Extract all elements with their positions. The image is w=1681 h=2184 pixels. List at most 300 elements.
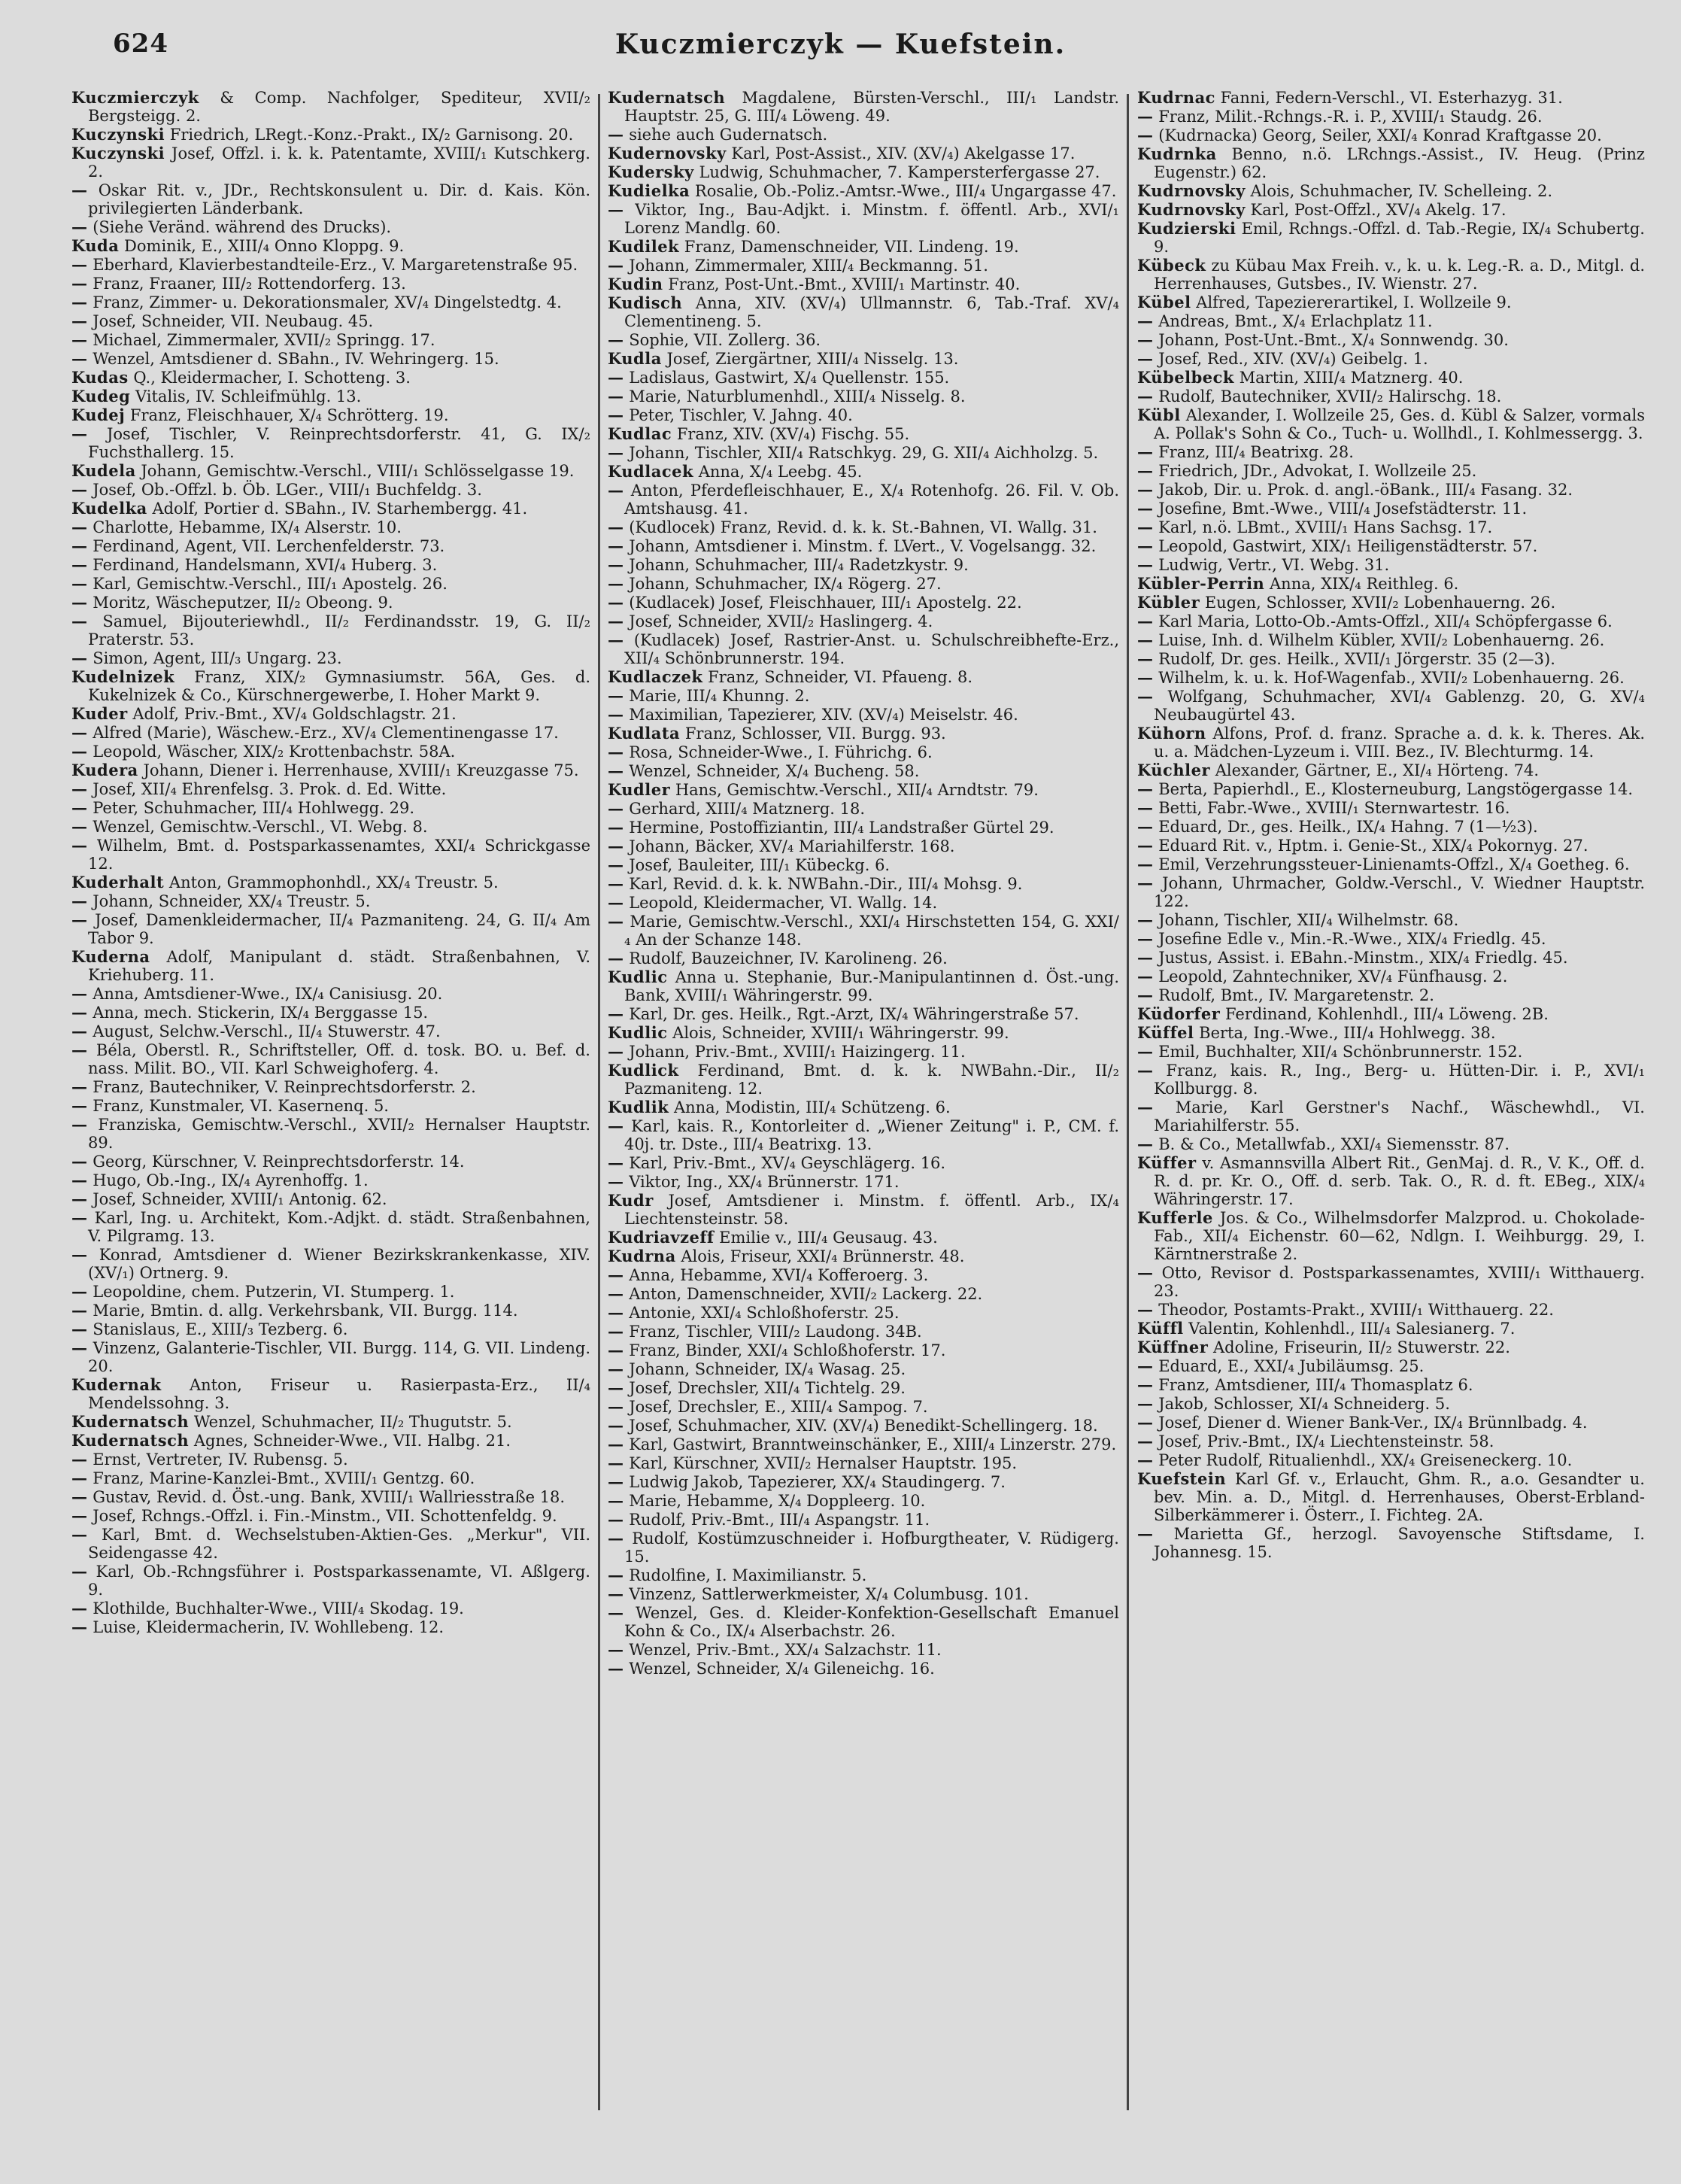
entry-details: Eberhard, Klavierbestandteile-Erz., V. Margaretenstraße 95. [93,256,578,274]
directory-entry [71,724,590,742]
entry-surname: — [608,874,624,893]
directory-entry [1137,874,1645,910]
entry-details: Peter, Schuhmacher, III/₄ Hohlwegg. 29. [93,799,414,817]
directory-entry [1137,967,1645,986]
directory-entry [71,818,590,836]
entry-details: Emil, Verzehrungssteuer-Linienamts-Offzl., X/₄ Goetheg. 6. [1158,855,1630,873]
directory-entry [71,387,590,406]
directory-entry [608,1454,1119,1472]
entry-details: Franz, Amtsdiener, III/₄ Thomasplatz 6. [1158,1376,1473,1394]
entry-surname: — [71,424,88,443]
entry-surname: — [1137,1061,1154,1080]
entry-details: Josef, Schneider, XVIII/₁ Antonig. 62. [93,1190,387,1208]
directory-entry [608,1062,1119,1098]
entry-surname: — [71,1171,88,1189]
entry-details: Rudolf, Bauzeichner, IV. Karolineng. 26. [629,949,948,967]
directory-entry [1137,761,1645,779]
directory-entry [71,1376,590,1412]
entry-surname: — [608,1284,624,1303]
directory-entry [608,331,1119,349]
entry-surname: — [1137,555,1154,574]
directory-entry [71,1526,590,1562]
entry-surname: — [1137,687,1154,706]
directory-entry [71,1283,590,1301]
directory-entry [1137,1451,1645,1469]
entry-surname: — [608,1378,624,1397]
entry-surname: — [1137,1524,1154,1543]
entry-details: Marie, Hebamme, X/₄ Doppleerg. 10. [629,1492,926,1510]
entry-surname: — [71,1282,88,1301]
directory-entry [608,1285,1119,1303]
directory-entry [608,481,1119,518]
entry-surname: — [71,1189,88,1208]
directory-entry [71,1078,590,1096]
entry-surname: Kudisch [608,293,683,312]
directory-entry [71,1209,590,1245]
directory-entry [71,743,590,761]
entry-details: Emilie v., III/₄ Geusaug. 43. [719,1229,938,1247]
directory-entry [608,182,1119,200]
directory-entry [71,1302,590,1320]
entry-surname: — [1137,1263,1154,1282]
entry-details: Alois, Schneider, XVIII/₁ Währingerstr. 99. [672,1024,1009,1042]
entry-surname: Kudilek [608,237,680,256]
entry-details: Franz, kais. R., Ing., Berg- u. Hütten-Dir. i. P., XVI/₁ Kollburgg. 8. [1154,1062,1645,1098]
directory-entry [608,837,1119,855]
entry-surname: — [1137,630,1154,649]
directory-entry [608,762,1119,780]
directory-entry [1137,108,1645,126]
directory-entry [608,894,1119,912]
entry-details: Anna, Amtsdiener-Wwe., IX/₄ Canisiusg. 20. [93,985,443,1003]
directory-entry [608,1173,1119,1191]
entry-surname: — [71,593,88,612]
entry-details: Fanni, Federn-Verschl., VI. Esterhazyg. 31. [1220,89,1563,107]
entry-details: Johann, Zimmermaler, XIII/₄ Beckmanng. 51. [629,257,988,275]
directory-entry [71,1450,590,1469]
entry-details: Karl, Revid. d. k. k. NWBahn.-Dir., III/₄ Mohsg. 9. [629,875,1023,893]
directory-entry [608,1024,1119,1042]
entry-surname: — [71,649,88,667]
entry-details: Anna, Modistin, III/₄ Schützeng. 6. [673,1098,951,1116]
entry-details: Josef, Ziergärtner, XIII/₄ Nisselg. 13. [666,350,959,368]
entry-details: Dominik, E., XIII/₄ Onno Kloppg. 9. [124,237,405,255]
entry-details: Valentin, Kohlenhdl., III/₄ Salesianerg. 7. [1188,1320,1516,1338]
directory-entry [608,1379,1119,1397]
entry-details: Wenzel, Priv.-Bmt., XX/₄ Salzachstr. 11. [629,1641,942,1659]
entry-details: & Comp. Nachfolger, Spediteur, XVII/₂ Bergsteigg. 2. [88,89,590,125]
entry-details: Otto, Revisor d. Postsparkassenamtes, XVIII/₁ Witthauerg. 23. [1154,1264,1645,1300]
entry-surname: — [1137,836,1154,855]
entry-surname: — [71,1617,88,1636]
directory-entry [1137,406,1645,442]
entry-details: Franz, III/₄ Beatrixg. 28. [1158,443,1354,461]
entry-surname: — [71,1115,88,1134]
directory-entry [1137,1005,1645,1023]
entry-surname: — [608,1303,624,1322]
entry-surname: Kübler [1137,593,1200,612]
directory-entry [71,594,590,612]
entry-surname: Kudeg [71,387,131,406]
entry-surname: — [608,818,624,837]
entry-surname: Kudera [71,761,138,779]
entry-surname: Kudrnovsky [1137,181,1246,200]
entry-surname: — [608,256,624,275]
entry-details: Alfred, Tapeziererartikel, I. Wollzeile 9. [1196,293,1512,311]
column-divider [1127,94,1129,2110]
entry-details: Anna, X/₄ Leebg. 45. [698,463,863,481]
directory-entry [608,668,1119,686]
entry-surname: Kübler-Perrin [1137,574,1265,593]
entry-surname: — [1137,668,1154,687]
directory-entry [608,819,1119,837]
directory-entry [71,948,590,984]
column-divider [598,94,600,2110]
entry-details: B. & Co., Metallwfab., XXI/₄ Siemensstr. 87. [1158,1135,1510,1153]
directory-entry [608,1511,1119,1529]
column-3 [1137,89,1645,2143]
entry-details: Alexander, Gärtner, E., XI/₄ Hörteng. 74. [1215,761,1540,779]
directory-entry [71,1041,590,1077]
entry-surname: — [608,1265,624,1284]
entry-surname: — [71,330,88,349]
entry-details: v. Asmannsvilla Albert Rit., GenMaj. d. R., V. K., Off. d. R. d. pr. Kr. O., Off. d. serb. Tak. O., R. d. ft. EBeg., XIX/₄ Währingerstr. 17. [1154,1154,1645,1208]
directory-entry [608,687,1119,705]
entry-surname: — [71,1487,88,1506]
entry-surname: — [1137,1356,1154,1375]
entry-surname: — [1137,948,1154,967]
directory-entry [608,406,1119,424]
entry-details: Betti, Fabr.-Wwe., XVIII/₁ Sternwartestr. 16. [1158,799,1510,817]
entry-details: Gustav, Revid. d. Öst.-ung. Bank, XVIII/₁ Wallriesstraße 18. [93,1488,566,1506]
entry-details: Johann, Tischler, XII/₄ Ratschkyg. 29, G. XII/₄ Aichholzg. 5. [629,444,1099,462]
entry-surname: — [71,1450,88,1469]
directory-entry [71,481,590,499]
directory-entry [608,369,1119,387]
entry-details: Viktor, Ing., Bau-Adjkt. i. Minstm. f. öffentl. Arb., XVI/₁ Lorenz Mandlg. 60. [624,201,1119,237]
entry-surname: — [1137,612,1154,630]
directory-entry [71,350,590,368]
directory-entry [71,237,590,255]
entry-details: Marie, III/₄ Khunng. 2. [629,687,810,705]
entry-surname: Kudrna [608,1247,676,1265]
entry-surname: Kudlic [608,967,668,986]
entry-details: Karl, n.ö. LBmt., XVIII/₁ Hans Sachsg. 17. [1158,518,1493,536]
entry-surname: — [71,910,88,929]
entry-details: Anna, XIX/₄ Reithleg. 6. [1270,575,1459,593]
entry-surname: — [71,1077,88,1096]
directory-entry [1137,1414,1645,1432]
entry-details: Johann, Priv.-Bmt., XVIII/₁ Haizingerg. 11. [629,1043,966,1061]
directory-entry [1137,462,1645,480]
entry-details: Josef, Damenkleidermacher, II/₄ Pazmaniteng. 24, G. II/₄ Am Tabor 9. [88,911,590,947]
entry-details: Josef, Bauleiter, III/₁ Kübeckg. 6. [629,856,891,874]
entry-surname: Kudlick [608,1061,679,1080]
running-head: Kuczmierczyk — Kuefstein. [614,29,1067,60]
directory-entry [1137,575,1645,593]
entry-details: Karl, Post-Offzl., XV/₄ Akelg. 17. [1250,201,1507,219]
entry-details: Josefine Edle v., Min.-R.-Wwe., XIX/₄ Friedlg. 45. [1158,930,1546,948]
entry-details: Konrad, Amtsdiener d. Wiener Bezirkskrankenkasse, XIV. (XV/₁) Ortnerg. 9. [88,1246,590,1282]
directory-entry [1137,1098,1645,1135]
entry-surname: Kudin [608,275,663,293]
entry-surname: Kudernatsch [608,89,726,107]
entry-details: Johann, Amtsdiener i. Minstm. f. LVert., V. Vogelsangg. 32. [629,537,1097,555]
directory-entry [1137,537,1645,555]
entry-details: Ludwig, Vertr., VI. Webg. 31. [1158,556,1390,574]
directory-entry [71,780,590,798]
entry-surname: — [1137,1135,1154,1153]
entry-surname: — [608,1603,624,1622]
directory-entry [71,1004,590,1022]
entry-details: Eugen, Schlosser, XVII/₂ Lobenhauerng. 26. [1204,594,1556,612]
entry-surname: Kudlaczek [608,667,703,686]
directory-entry [71,1563,590,1599]
directory-entry [608,1266,1119,1284]
entry-details: Wilhelm, Bmt. d. Postsparkassenamtes, XXI/₄ Schrickgasse 12. [88,837,590,873]
entry-details: Ludwig, Schuhmacher, 7. Kampersterfergasse 27. [699,163,1100,181]
entry-details: Karl Maria, Lotto-Ob.-Amts-Offzl., XII/₄ Schöpfergasse 6. [1158,612,1613,630]
entry-surname: — [71,1003,88,1022]
entry-details: Vitalis, IV. Schleifmühlg. 13. [135,387,362,406]
directory-entry [1137,631,1645,649]
entry-surname: — [608,406,624,424]
entry-details: Anton, Friseur u. Rasierpasta-Erz., II/₄ Mendelssohng. 3. [88,1376,590,1412]
entry-details: Karl, Kürschner, XVII/₂ Hernalser Hauptstr. 195. [629,1454,1018,1472]
entry-details: Johann, Gemischtw.-Verschl., VIII/₁ Schlösselgasse 19. [141,462,575,480]
entry-surname: — [608,855,624,874]
directory-entry [1137,1320,1645,1338]
directory-entry [1137,220,1645,256]
entry-details: Georg, Kürschner, V. Reinprechtsdorferstr. 14. [93,1153,465,1171]
entry-surname: — [1137,873,1154,892]
directory-entry [608,968,1119,1004]
entry-details: (Kudlacek) Josef, Rastrier-Anst. u. Schulschreibhefte-Erz., XII/₄ Schönbrunnerstr. 194. [624,631,1119,667]
directory-entry [608,1585,1119,1603]
entry-surname: — [71,255,88,274]
entry-surname: — [608,1359,624,1378]
entry-details: Oskar Rit. v., JDr., Rechtskonsulent u. Dir. d. Kais. Kön. privilegierten Länderbank. [88,181,590,217]
directory-entry [71,1599,590,1617]
directory-entry [1137,1264,1645,1300]
directory-entry [1137,481,1645,499]
entry-surname: — [71,723,88,742]
directory-entry [71,837,590,873]
entry-details: Agnes, Schneider-Wwe., VII. Halbg. 21. [193,1432,511,1450]
entry-details: Franz, Marine-Kanzlei-Bmt., XVIII/₁ Gentzg. 60. [93,1469,475,1487]
entry-surname: — [608,1584,624,1603]
directory-entry [1137,594,1645,612]
page-number: 624 [113,29,168,59]
entry-details: Hans, Gemischtw.-Verschl., XII/₄ Arndtstr. 79. [675,781,1039,799]
entry-details: Josefine, Bmt.-Wwe., VIII/₄ Josefstädterstr. 11. [1158,500,1528,518]
directory-entry [608,425,1119,443]
entry-surname: Kudrnka [1137,144,1217,163]
entry-surname: Kudrnac [1137,89,1215,107]
entry-surname: Kudernak [71,1375,162,1394]
entry-surname: — [1137,1413,1154,1432]
entry-surname: Kuder [71,704,128,723]
entry-surname: Küdorfer [1137,1004,1221,1023]
directory-entry [71,1339,590,1375]
entry-details: Ferdinand, Handelsmann, XVI/₄ Huberg. 3. [93,556,438,574]
entry-surname: Küffner [1137,1338,1209,1356]
entry-details: Josef, Amtsdiener i. Minstm. f. öffentl. Arb., IX/₄ Liechtensteinstr. 58. [624,1192,1119,1228]
entry-surname: — [1137,986,1154,1004]
entry-details: Moritz, Wäscheputzer, II/₂ Obeong. 9. [93,594,393,612]
entry-details: Berta, Ing.-Wwe., III/₄ Hohlwegg. 38. [1199,1024,1496,1042]
entry-details: Justus, Assist. i. EBahn.-Minstm., XIX/₄ Friedlg. 45. [1158,949,1568,967]
entry-details: Franz, Kunstmaler, VI. Kasernenq. 5. [93,1097,389,1115]
directory-entry [608,163,1119,181]
entry-surname: — [608,1453,624,1472]
entry-details: Johann, Schuhmacher, IX/₄ Rögerg. 27. [629,575,942,593]
directory-entry [608,1360,1119,1378]
directory-entry [71,1507,590,1525]
entry-surname: — [71,293,88,311]
directory-entry [71,462,590,480]
entry-surname: — [1137,855,1154,873]
entry-details: Marie, Karl Gerstner's Nachf., Wäschewhdl., VI. Mariahilferstr. 55. [1154,1098,1645,1135]
directory-entry [608,781,1119,799]
directory-entry [1137,1154,1645,1208]
entry-details: Q., Kleidermacher, I. Schotteng. 3. [133,369,411,387]
directory-entry [608,594,1119,612]
entry-surname: Küffel [1137,1023,1194,1042]
entry-details: Karl, Dr. ges. Heilk., Rgt.-Arzt, IX/₄ Währingerstraße 57. [629,1005,1079,1023]
entry-details: Stanislaus, E., XIII/₃ Tezberg. 6. [93,1320,348,1338]
entry-surname: — [71,817,88,836]
directory-entry [71,985,590,1003]
entry-details: Johann, Tischler, XII/₄ Wilhelmstr. 68. [1158,911,1459,929]
directory-entry [608,1154,1119,1172]
entry-details: Franz, Post-Unt.-Bmt., XVIII/₁ Martinstr. 40. [668,275,1021,293]
entry-surname: — [608,518,624,536]
directory-entry [1137,818,1645,836]
directory-entry [1137,556,1645,574]
entry-details: Emil, Buchhalter, XII/₄ Schönbrunnerstr. 152. [1158,1043,1523,1061]
directory-entry [1137,1024,1645,1042]
entry-surname: — [608,593,624,612]
directory-entry [608,201,1119,237]
entry-surname: — [608,481,624,500]
entry-surname: — [71,1208,88,1227]
directory-entry [71,144,590,181]
entry-details: Johann, Post-Unt.-Bmt., X/₄ Sonnwendg. 30. [1158,331,1509,349]
entry-surname: — [71,1152,88,1171]
entry-details: Franz, Milit.-Rchngs.-R. i. P., XVIII/₁ Staudg. 26. [1158,108,1543,126]
entry-details: Franz, Fraaner, III/₂ Rottendorferg. 13. [93,275,406,293]
directory-entry [1137,1209,1645,1263]
entry-details: Eduard, E., XXI/₄ Jubiläumsg. 25. [1158,1357,1425,1375]
entry-details: Marie, Gemischtw.-Verschl., XXI/₄ Hirschstetten 154, G. XXI/₄ An der Schanze 148. [624,913,1119,949]
entry-details: (Kudlocek) Franz, Revid. d. k. k. St.-Bahnen, VI. Wallg. 31. [629,518,1097,536]
entry-details: Alexander, I. Wollzeile 25, Ges. d. Kübl & Salzer, vormals A. Pollak's Sohn & Co., Tuch- u. Wollhdl., I. Kohlmessergg. 3. [1154,406,1645,442]
directory-entry [608,1660,1119,1678]
entry-surname: Kudriavzeff [608,1228,715,1247]
directory-entry [71,892,590,910]
directory-entry [1137,1432,1645,1450]
entry-surname: Kübl [1137,406,1181,424]
directory-entry [71,1320,590,1338]
directory-entry [608,275,1119,293]
page-header [0,29,1681,74]
directory-entry [1137,1376,1645,1394]
entry-details: Johann, Schneider, XX/₄ Treustr. 5. [93,892,371,910]
directory-entry [71,500,590,518]
entry-surname: — [71,742,88,761]
entry-details: Luise, Kleidermacherin, IV. Wohllebeng. 12. [93,1618,445,1636]
directory-entry [71,612,590,649]
directory-entry [608,1341,1119,1359]
entry-surname: — [71,1022,88,1040]
entry-surname: — [71,518,88,536]
directory-entry [71,1469,590,1487]
entry-details: Karl, Ob.-Rchngsführer i. Postsparkassenamte, VI. Aßlgerg. 9. [88,1563,590,1599]
directory-entry [71,1246,590,1282]
entry-details: Franz, Bautechniker, V. Reinprechtsdorferstr. 2. [93,1078,476,1096]
entry-details: Franz, Schneider, VI. Pfaueng. 8. [708,668,973,686]
entry-details: Karl, Priv.-Bmt., XV/₄ Geyschlägerg. 16. [629,1154,946,1172]
entry-surname: — [608,200,624,219]
entry-details: Luise, Inh. d. Wilhelm Kübler, XVII/₂ Lobenhauerng. 26. [1158,631,1605,649]
entry-details: Rudolf, Priv.-Bmt., III/₄ Aspangstr. 11. [629,1511,930,1529]
entry-surname: — [1137,311,1154,330]
directory-entry [71,1116,590,1152]
entry-details: Rudolf, Dr. ges. Heilk., XVII/₁ Jörgerstr. 35 (2—3). [1158,650,1555,668]
entry-surname: — [1137,1375,1154,1394]
directory-entry [608,444,1119,462]
directory-entry [608,1304,1119,1322]
entry-details: Wenzel, Schneider, X/₄ Bucheng. 58. [629,762,920,780]
entry-details: Friedrich, LRegt.-Konz.-Prakt., IX/₂ Garnisong. 20. [169,126,574,144]
entry-details: Franz, Binder, XXI/₄ Schloßhoferstr. 17. [629,1341,946,1359]
entry-details: Josef, Priv.-Bmt., IX/₄ Liechtensteinstr. 58. [1158,1432,1494,1450]
entry-details: Vinzenz, Sattlerwerkmeister, X/₄ Columbusg. 101. [629,1585,1029,1603]
entry-details: Hugo, Ob.-Ing., IX/₄ Ayrenhoffg. 1. [93,1171,369,1189]
entry-details: Anna, Hebamme, XVI/₄ Kofferoerg. 3. [629,1266,929,1284]
entry-details: Franz, XIX/₂ Gymnasiumstr. 56A, Ges. d. Kukelnizek & Co., Kürschnergewerbe, I. Hoher Markt 9. [88,668,590,704]
directory-entry [71,331,590,349]
entry-details: Johann, Bäcker, XV/₄ Mariahilferstr. 168. [629,837,955,855]
directory-entry [1137,312,1645,330]
entry-surname: — [1137,518,1154,536]
directory-entry [71,799,590,817]
entry-surname: — [71,1301,88,1320]
directory-entry [71,556,590,574]
entry-details: Béla, Oberstl. R., Schriftsteller, Off. d. tosk. BO. u. Bef. d. nass. Milit. BO., VII. Karl Schweighoferg. 4. [88,1041,590,1077]
entry-surname: — [608,1042,624,1061]
entry-details: Adolf, Manipulant d. städt. Straßenbahnen, V. Kriehuberg. 11. [88,948,590,984]
entry-surname: Kudielka [608,181,690,200]
entry-surname: Kudlata [608,724,681,743]
entry-details: Rudolf, Bautechniker, XVII/₂ Halirschg. 18. [1158,387,1502,406]
entry-details: Ferdinand, Agent, VII. Lerchenfelderstr. 73. [93,537,445,555]
entry-surname: — [71,480,88,499]
entry-details: Anna, XIV. (XV/₄) Ullmannstr. 6, Tab.-Traf. XV/₄ Clementineng. 5. [624,294,1119,330]
entry-surname: — [608,743,624,761]
directory-entry [1137,1357,1645,1375]
entry-details: Friedrich, JDr., Advokat, I. Wollzeile 25. [1158,462,1477,480]
entry-details: Johann, Diener i. Herrenhause, XVIII/₁ Kreuzgasse 75. [143,761,579,779]
entry-details: Eduard, Dr., ges. Heilk., IX/₄ Hahng. 7 (1—½3). [1158,818,1538,836]
directory-entry [71,126,590,144]
entry-details: Josef, Diener d. Wiener Bank-Ver., IX/₄ Brünnlbadg. 4. [1158,1414,1588,1432]
entry-surname: — [71,892,88,910]
entry-details: Berta, Papierhdl., E., Klosterneuburg, Langstögergasse 14. [1158,780,1634,798]
entry-details: Eduard Rit. v., Hptm. i. Genie-St., XIX/₄ Pokornyg. 27. [1158,837,1588,855]
directory-entry [1137,126,1645,144]
